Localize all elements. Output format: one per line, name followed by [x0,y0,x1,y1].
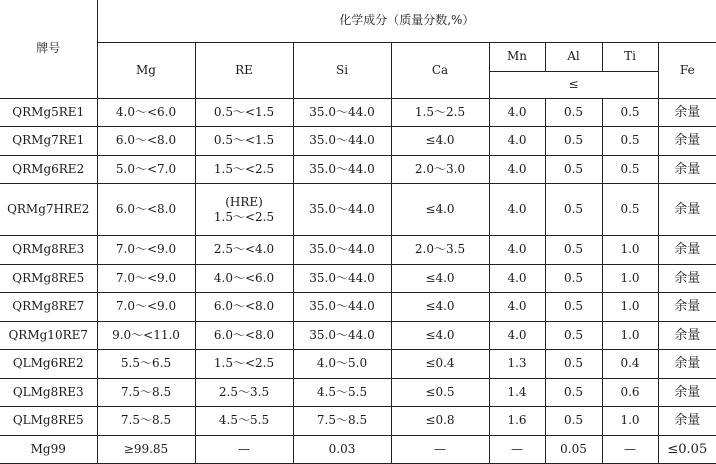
table-body [0,98,716,464]
cell-mn: — [489,435,545,464]
cell-fe: ≤0.05 [658,435,716,464]
cell-al: 0.5 [545,321,602,350]
cell-re: 0.5～<1.5 [195,127,293,156]
cell-re: — [195,435,293,464]
cell-fe: 余量 [658,378,716,407]
cell-mn: 4.0 [489,321,545,350]
cell-al: 0.5 [545,184,602,236]
table-row [0,378,716,407]
cell-mn: 4.0 [489,184,545,236]
cell-fe: 余量 [658,184,716,236]
cell-si: 0.03 [293,435,391,464]
cell-fe: 余量 [658,293,716,322]
cell-ti: 0.5 [602,184,658,236]
cell-brand: QRMg8RE5 [0,264,97,293]
cell-mg: 6.0～<8.0 [97,184,195,236]
cell-brand: Mg99 [0,435,97,464]
cell-mn: 4.0 [489,264,545,293]
cell-ti: 1.0 [602,236,658,265]
header-mg: Mg [97,42,195,98]
cell-al: 0.5 [545,155,602,184]
cell-al: 0.05 [545,435,602,464]
cell-mg: 5.5～6.5 [97,350,195,379]
cell-si: 4.0～5.0 [293,350,391,379]
cell-fe: 余量 [658,127,716,156]
cell-brand: QLMg8RE5 [0,407,97,436]
cell-re: 6.0～<8.0 [195,293,293,322]
header-al: Al [545,42,602,71]
cell-ca: 1.5～2.5 [391,98,489,127]
cell-ca: 2.0～3.5 [391,236,489,265]
cell-ca: ≤0.4 [391,350,489,379]
cell-fe: 余量 [658,236,716,265]
cell-al: 0.5 [545,378,602,407]
cell-brand: QRMg7HRE2 [0,184,97,236]
cell-si: 35.0～44.0 [293,293,391,322]
cell-ti: 0.6 [602,378,658,407]
cell-mn: 4.0 [489,127,545,156]
cell-ca: — [391,435,489,464]
cell-mg: 7.5～8.5 [97,378,195,407]
cell-ti: 0.5 [602,98,658,127]
cell-ca: 2.0～3.0 [391,155,489,184]
cell-fe: 余量 [658,407,716,436]
header-brand: 牌号 [0,0,97,98]
cell-fe: 余量 [658,264,716,293]
cell-re: 4.0～<6.0 [195,264,293,293]
cell-ca: ≤0.5 [391,378,489,407]
cell-ti: 1.0 [602,321,658,350]
cell-mn: 4.0 [489,236,545,265]
cell-si: 35.0～44.0 [293,264,391,293]
cell-brand: QRMg7RE1 [0,127,97,156]
cell-mn: 4.0 [489,98,545,127]
cell-fe: 余量 [658,321,716,350]
cell-brand: QRMg8RE3 [0,236,97,265]
cell-si: 35.0～44.0 [293,155,391,184]
table-row [0,98,716,127]
cell-ca: ≤4.0 [391,264,489,293]
cell-fe: 余量 [658,155,716,184]
cell-ca: ≤4.0 [391,321,489,350]
cell-ca: ≤0.8 [391,407,489,436]
cell-al: 0.5 [545,98,602,127]
cell-al: 0.5 [545,407,602,436]
cell-mn: 4.0 [489,155,545,184]
cell-mn: 1.6 [489,407,545,436]
cell-al: 0.5 [545,264,602,293]
cell-mg: 7.0～<9.0 [97,293,195,322]
cell-mg: ≥99.85 [97,435,195,464]
cell-al: 0.5 [545,293,602,322]
cell-mg: 4.0～<6.0 [97,98,195,127]
cell-ti: 0.5 [602,155,658,184]
header-fe: Fe [658,42,716,98]
header-row-2 [0,42,716,71]
cell-fe: 余量 [658,98,716,127]
table-row [0,435,716,464]
cell-ti: 1.0 [602,264,658,293]
cell-re: 1.5～<2.5 [195,155,293,184]
cell-re: 2.5～3.5 [195,378,293,407]
cell-re [195,184,293,236]
cell-mn: 4.0 [489,293,545,322]
cell-mg: 6.0～<8.0 [97,127,195,156]
header-less-equal: ≤ [489,71,658,98]
cell-mg: 7.5～8.5 [97,407,195,436]
cell-si: 7.5～8.5 [293,407,391,436]
cell-re: 0.5～<1.5 [195,98,293,127]
cell-brand: QRMg10RE7 [0,321,97,350]
header-ti: Ti [602,42,658,71]
cell-re-value: 1.5～<2.5 [213,209,275,224]
cell-si: 35.0～44.0 [293,98,391,127]
header-row-1 [0,0,716,42]
cell-brand: QLMg6RE2 [0,350,97,379]
cell-brand: QRMg8RE7 [0,293,97,322]
cell-re: 2.5～<4.0 [195,236,293,265]
cell-si: 35.0～44.0 [293,236,391,265]
table-row [0,155,716,184]
cell-ti: 1.0 [602,293,658,322]
cell-mn: 1.3 [489,350,545,379]
cell-al: 0.5 [545,236,602,265]
header-mn: Mn [489,42,545,71]
cell-ti: 0.5 [602,127,658,156]
table-row [0,293,716,322]
table-row [0,184,716,236]
cell-mg: 9.0～<11.0 [97,321,195,350]
cell-mg: 5.0～<7.0 [97,155,195,184]
cell-ti: 1.0 [602,407,658,436]
cell-al: 0.5 [545,127,602,156]
cell-ca: ≤4.0 [391,184,489,236]
cell-brand: QRMg6RE2 [0,155,97,184]
cell-si: 35.0～44.0 [293,184,391,236]
cell-re: 4.5～5.5 [195,407,293,436]
table-row [0,264,716,293]
cell-al: 0.5 [545,350,602,379]
cell-mg: 7.0～<9.0 [97,236,195,265]
cell-si: 35.0～44.0 [293,127,391,156]
table-row [0,350,716,379]
header-ca: Ca [391,42,489,98]
header-si: Si [293,42,391,98]
cell-mn: 1.4 [489,378,545,407]
cell-si: 4.5～5.5 [293,378,391,407]
cell-re: 1.5～<2.5 [195,350,293,379]
cell-fe: 余量 [658,350,716,379]
header-re: RE [195,42,293,98]
cell-re: 6.0～<8.0 [195,321,293,350]
header-group-title: 化学成分（质量分数,%） [97,0,716,42]
cell-brand: QLMg8RE3 [0,378,97,407]
cell-re-note: (HRE) [225,194,263,209]
cell-mg: 7.0～<9.0 [97,264,195,293]
table-row [0,127,716,156]
cell-ti: — [602,435,658,464]
cell-ca: ≤4.0 [391,293,489,322]
table-row [0,407,716,436]
table-row [0,321,716,350]
cell-brand: QRMg5RE1 [0,98,97,127]
table-row [0,236,716,265]
cell-ti: 0.4 [602,350,658,379]
cell-ca: ≤4.0 [391,127,489,156]
cell-si: 35.0～44.0 [293,321,391,350]
